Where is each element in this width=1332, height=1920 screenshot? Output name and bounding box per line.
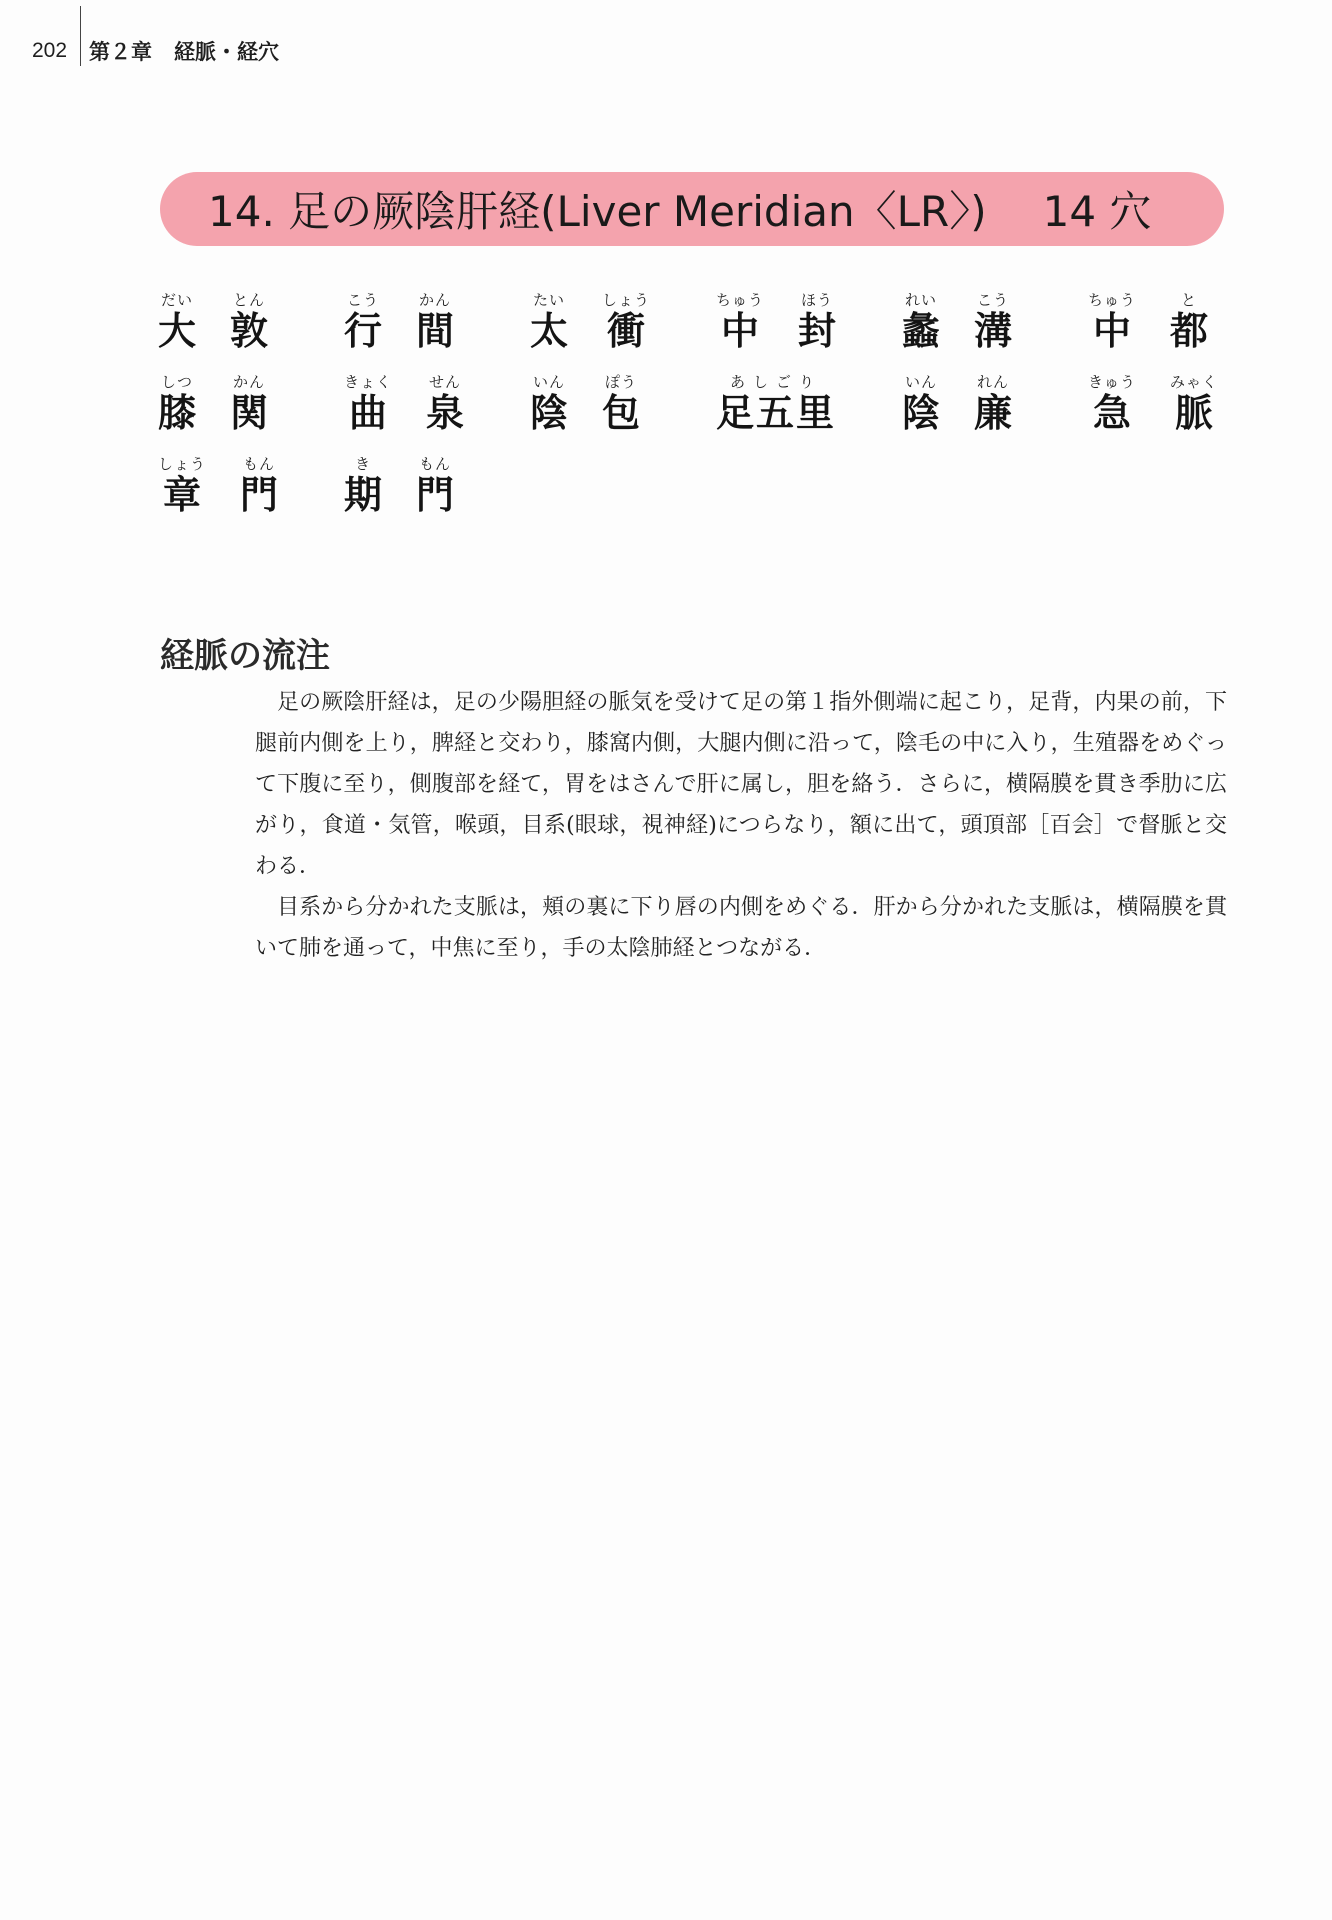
acupoint-list [158, 290, 1238, 536]
point-ruby: れい [905, 291, 938, 309]
header-divider [80, 6, 81, 66]
point-kanji: 包 [602, 390, 641, 435]
acupoint-item [1088, 372, 1274, 454]
section-heading: 経脈の流注 [160, 636, 330, 677]
acupoint-item [344, 372, 530, 454]
point-kanji: 行 [344, 308, 383, 353]
point-kanji: 関 [230, 390, 269, 435]
acupoint-item [716, 372, 902, 454]
point-ruby: だい [161, 291, 194, 309]
point-ruby: きょく [344, 373, 393, 391]
running-header [32, 34, 279, 68]
point-ruby: せん [429, 373, 462, 391]
point-kanji: 衝 [607, 308, 646, 353]
point-kanji: 太 [530, 308, 569, 353]
acupoint-item [344, 290, 530, 372]
page-number: 202 [32, 39, 68, 62]
point-kanji: 陰 [530, 390, 569, 435]
acupoint-item [158, 454, 344, 536]
acupoint-item [902, 372, 1088, 454]
point-kanji: 中 [721, 308, 760, 353]
point-kanji: 脈 [1175, 390, 1214, 435]
point-ruby: とん [233, 291, 266, 309]
point-ruby: かん [419, 291, 452, 309]
point-kanji: 陰 [902, 390, 941, 435]
point-ruby: たい [533, 291, 566, 309]
point-kanji: 門 [416, 472, 455, 517]
meridian-title-band [160, 172, 1224, 246]
body-text [255, 682, 1227, 969]
point-kanji: 蠡 [902, 308, 941, 353]
point-ruby: き [355, 455, 372, 473]
point-ruby: あしごり [730, 373, 823, 391]
point-ruby: もん [243, 455, 276, 473]
point-kanji: 足五里 [716, 390, 837, 435]
paragraph: 目系から分かれた支脈は，頬の裏に下り唇の内側をめぐる．肝から分かれた支脈は，横隔膜を貫いて肺を通って，中焦に至り，手の太陰肺経とつながる． [255, 895, 1227, 961]
meridian-title: 14. 足の厥陰肝経(Liver Meridian〈LR〉) [208, 187, 987, 236]
acupoint-item [344, 454, 530, 536]
point-ruby: と [1181, 291, 1198, 309]
point-kanji: 廉 [974, 390, 1013, 435]
point-kanji: 中 [1093, 308, 1132, 353]
point-kanji: 封 [798, 308, 837, 353]
point-ruby: しつ [161, 373, 194, 391]
point-count: 14 穴 [1042, 187, 1152, 236]
acupoint-item [530, 372, 716, 454]
point-kanji: 門 [240, 472, 279, 517]
acupoint-item [158, 290, 344, 372]
chapter-label: 第２章 [89, 40, 153, 64]
point-ruby: こう [347, 291, 380, 309]
point-kanji: 急 [1093, 390, 1132, 435]
acupoint-item [1088, 290, 1274, 372]
point-kanji: 章 [163, 472, 202, 517]
acupoint-item [530, 290, 716, 372]
acupoint-item [158, 372, 344, 454]
point-kanji: 間 [416, 308, 455, 353]
point-ruby: ぽう [605, 373, 638, 391]
point-ruby: かん [233, 373, 266, 391]
point-kanji: 曲 [349, 390, 388, 435]
point-ruby: もん [419, 455, 452, 473]
point-kanji: 溝 [974, 308, 1013, 353]
point-ruby: れん [977, 373, 1010, 391]
point-ruby: ちゅう [1088, 291, 1137, 309]
point-ruby: きゅう [1088, 373, 1137, 391]
point-kanji: 泉 [426, 390, 465, 435]
point-ruby: しょう [602, 291, 651, 309]
acupoint-item [902, 290, 1088, 372]
point-kanji: 敦 [230, 308, 269, 353]
section-label: 経脈・経穴 [174, 40, 280, 64]
point-ruby: みゃく [1170, 373, 1219, 391]
point-ruby: いん [533, 373, 566, 391]
point-ruby: こう [977, 291, 1010, 309]
point-kanji: 期 [344, 472, 383, 517]
point-ruby: しょう [158, 455, 207, 473]
point-kanji: 膝 [158, 390, 197, 435]
paragraph: 足の厥陰肝経は，足の少陽胆経の脈気を受けて足の第１指外側端に起こり，足背，内果の前，下腿前内側を上り，脾経と交わり，膝窩内側，大腿内側に沿って，陰毛の中に入り，生殖器をめぐって下腹に至り，側腹部を経て，胃をはさんで肝に属し，胆を絡う．さらに，横隔膜を貫き季肋に広がり，食道・気管，喉頭，目系(眼球，視神経)につらなり，額に出て，頭頂部［百会］で督脈と交わる． [255, 690, 1227, 879]
point-kanji: 都 [1170, 308, 1209, 353]
point-kanji: 大 [158, 308, 197, 353]
point-ruby: いん [905, 373, 938, 391]
point-ruby: ほう [801, 291, 834, 309]
point-ruby: ちゅう [716, 291, 765, 309]
acupoint-item [716, 290, 902, 372]
